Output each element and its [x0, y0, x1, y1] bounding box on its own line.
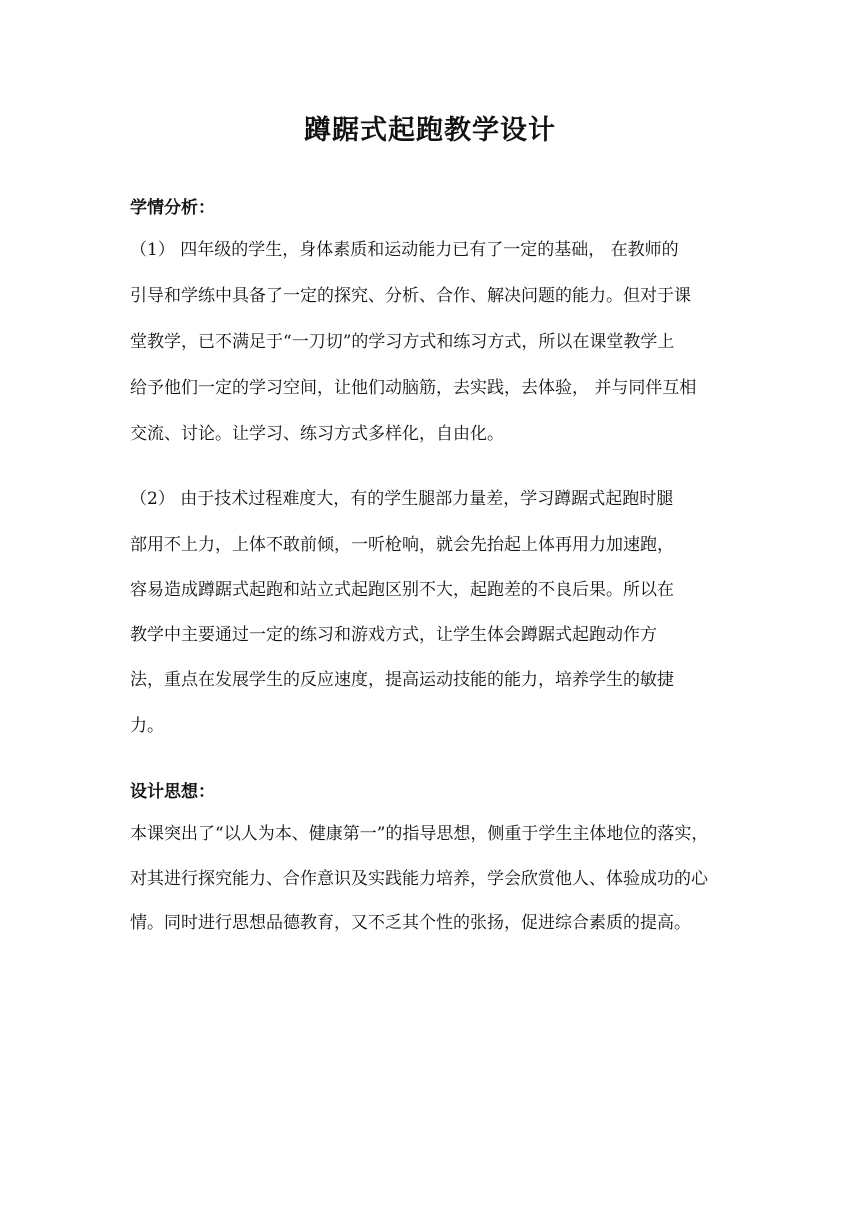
paragraph-line: 交流、讨论。让学习、练习方式多样化，自由化。 [130, 424, 504, 444]
paragraph-line: 堂教学，已不满足于“一刀切”的学习方式和练习方式，所以在课堂教学上 [130, 332, 675, 352]
paragraph-line: 本课突出了“以人为本、健康第一”的指导思想，侧重于学生主体地位的落实， [130, 824, 709, 844]
section-heading-design-idea: 设计思想： [130, 782, 215, 802]
paragraph-line: 容易造成蹲踞式起跑和站立式起跑区别不大，起跑差的不良后果。所以在 [130, 580, 674, 600]
paragraph-line: 对其进行探究能力、合作意识及实践能力培养，学会欣赏他人、体验成功的心 [130, 869, 708, 889]
paragraph-line: 教学中主要通过一定的练习和游戏方式，让学生体会蹲踞式起跑动作方 [130, 625, 657, 645]
paragraph-line: 部用不上力，上体不敢前倾，一听枪响，就会先抬起上体再用力加速跑， [130, 535, 674, 555]
paragraph-line: 引导和学练中具备了一定的探究、分析、合作、解决问题的能力。但对于课 [130, 286, 691, 306]
paragraph-line: 法，重点在发展学生的反应速度，提高运动技能的能力，培养学生的敏捷 [130, 670, 674, 690]
paragraph-line: （2） 由于技术过程难度大，有的学生腿部力量差，学习蹲踞式起跑时腿 [130, 489, 674, 509]
document-title: 蹲踞式起跑教学设计 [304, 115, 556, 146]
paragraph-line: 力。 [130, 716, 164, 736]
paragraph-line: （1） 四年级的学生，身体素质和运动能力已有了一定的基础， 在教师的 [130, 240, 679, 260]
section-heading-student-analysis: 学情分析： [130, 198, 215, 218]
paragraph-line: 给予他们一定的学习空间，让他们动脑筋，去实践，去体验， 并与同伴互相 [130, 378, 697, 398]
paragraph-line: 情。同时进行思想品德教育，又不乏其个性的张扬，促进综合素质的提高。 [130, 913, 691, 933]
